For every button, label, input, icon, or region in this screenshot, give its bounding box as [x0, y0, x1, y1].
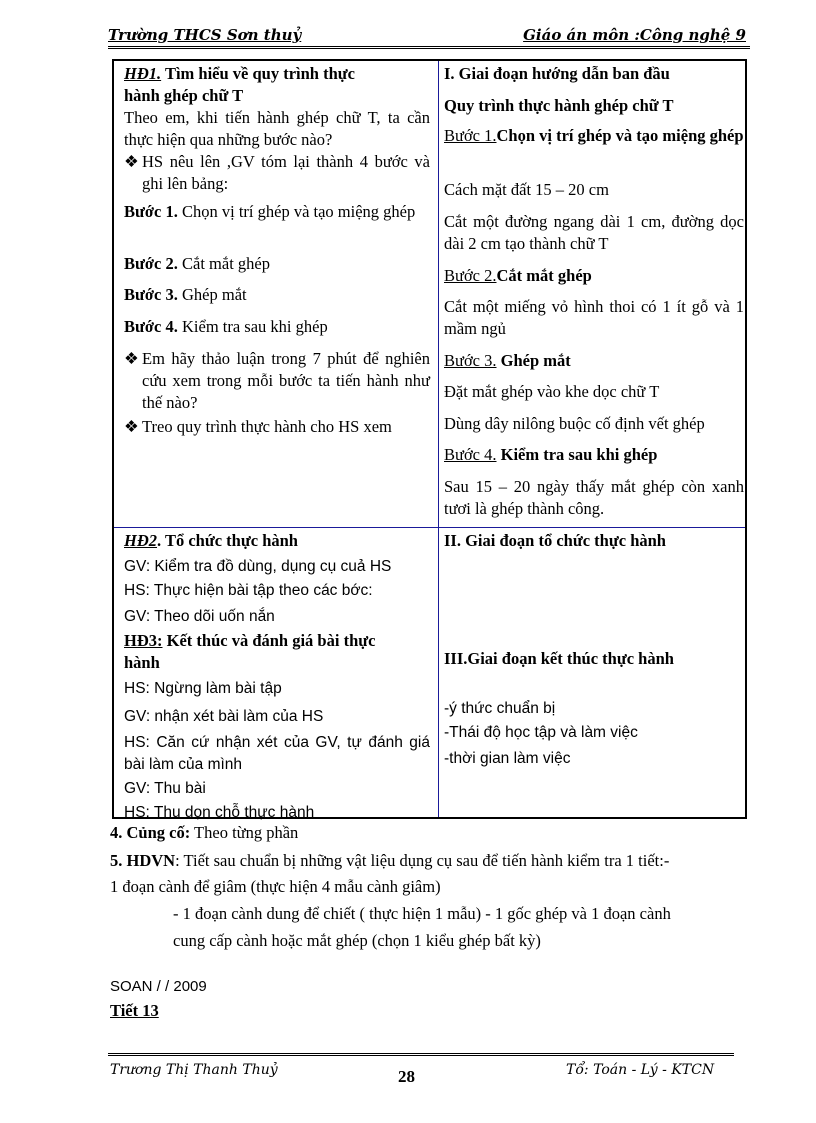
- step4-text: Bước 4. Kiểm tra sau khi ghép: [124, 317, 328, 336]
- step2-text: Bước 2. Cắt mắt ghép: [124, 254, 270, 273]
- hs-line-2: HS: Ngừng làm bài tập: [124, 680, 282, 697]
- section-2-heading: II. Giai đoạn tổ chức thực hành: [444, 531, 666, 550]
- r-step2-text: Cắt một miếng vỏ hình thoi có 1 ít gỗ và 1 mầm ngủ: [444, 297, 744, 338]
- diamond-bullet-icon: ❖: [124, 349, 139, 368]
- hdvn-line-4: cung cấp cành hoặc mắt ghép (chọn 1 kiểu ghép bất kỳ): [173, 931, 541, 950]
- bullet-item-2: ❖ Em hãy thảo luận trong 7 phút để nghiên cứu xem trong mỗi bước ta tiến hành như thế nào?: [124, 349, 430, 412]
- r-step4-heading: Bước 4. Kiểm tra sau khi ghép: [444, 445, 658, 464]
- hd1-heading-line2: hành ghép chữ T: [124, 86, 244, 105]
- lesson-table: [112, 59, 747, 819]
- gv-line-1: GV: Kiểm tra đồ dùng, dụng cụ cuả HS: [124, 558, 392, 575]
- hdvn-line-3: - 1 đoạn cành dung để chiết ( thực hiện 1 mẫu) - 1 gốc ghép và 1 đoạn cành: [173, 904, 671, 923]
- header-subject: Giáo án môn :Công nghệ 9: [523, 26, 746, 44]
- r-item-2: -Thái độ học tập và làm việc: [444, 724, 638, 741]
- r-step3-text-2: Dùng dây nilông buộc cố định vết ghép: [444, 414, 705, 433]
- hs-line-3: HS: Căn cứ nhận xét của GV, tự đánh giá bài làm của mình: [124, 734, 430, 773]
- footer-group: Tổ: Toán - Lý - KTCN: [566, 1062, 715, 1078]
- header-school: Trường THCS Sơn thuỷ: [108, 26, 302, 44]
- header-rule: [108, 46, 750, 49]
- section-1-subheading: Quy trình thực hành ghép chữ T: [444, 96, 674, 115]
- diamond-bullet-icon: ❖: [124, 417, 139, 436]
- hd3-heading: HĐ3: Kết thúc và đánh giá bài thực: [124, 631, 376, 650]
- hs-line-4: HS: Thu dọn chỗ thực hành: [124, 804, 315, 821]
- cungco-line: 4. Củng cố: Theo từng phần: [110, 823, 299, 842]
- r-step1-text-1: Cách mặt đất 15 – 20 cm: [444, 180, 609, 199]
- r-step1-text-2: Cắt một đường ngang dài 1 cm, đường dọc dài 2 cm tạo thành chữ T: [444, 212, 744, 253]
- hdvn-line-1: 5. HDVN: Tiết sau chuẩn bị những vật liệu dụng cụ sau để tiến hành kiểm tra 1 tiết:-: [110, 851, 670, 870]
- step1-text: Bước 1. Chọn vị trí ghép và tạo miệng ghép: [124, 202, 416, 221]
- hd1-heading: HĐ1. Tìm hiểu về quy trình thực: [124, 64, 355, 83]
- footer-author: Trương Thị Thanh Thuỷ: [110, 1062, 278, 1078]
- footer-rule: [108, 1053, 734, 1056]
- lesson-number: Tiết 13: [110, 1001, 159, 1020]
- row-separator-1: [114, 527, 745, 528]
- hs-line-1: HS: Thực hiện bài tập theo các bớc:: [124, 582, 373, 599]
- step3-text: Bước 3. Ghép mắt: [124, 285, 247, 304]
- r-step1-heading: Bước 1.Chọn vị trí ghép và tạo miệng ghép: [444, 126, 744, 145]
- diamond-bullet-icon: ❖: [124, 152, 139, 171]
- hd3-heading-line2: hành: [124, 653, 160, 672]
- hdvn-line-2: 1 đoạn cành để giâm (thực hiện 4 mẫu cành giâm): [110, 877, 441, 896]
- section-1-heading: I. Giai đoạn hướng dẫn ban đầu: [444, 64, 670, 83]
- hd2-heading: HĐ2. Tổ chức thực hành: [124, 531, 298, 550]
- soan-date: SOAN / / 2009: [110, 978, 207, 995]
- bullet-item-1: ❖ HS nêu lên ,GV tóm lại thành 4 bước và ghi lên bảng:: [124, 152, 430, 193]
- r-step2-heading: Bước 2.Cắt mắt ghép: [444, 266, 592, 285]
- r-item-3: -thời gian làm việc: [444, 750, 571, 767]
- gv-line-4: GV: Thu bài: [124, 780, 206, 797]
- question-text: Theo em, khi tiến hành ghép chữ T, ta cần thực hiện qua những bước nào?: [124, 108, 430, 149]
- page-header: [108, 24, 750, 46]
- gv-line-2: GV: Theo dõi uốn nắn: [124, 608, 275, 625]
- section-3-heading: III.Giai đoạn kết thúc thực hành: [444, 649, 674, 668]
- bullet-item-3: ❖ Treo quy trình thực hành cho HS xem: [124, 417, 392, 436]
- r-step4-text: Sau 15 – 20 ngày thấy mắt ghép còn xanh tươi là ghép thành công.: [444, 477, 744, 518]
- r-step3-text-1: Đặt mắt ghép vào khe dọc chữ T: [444, 382, 660, 401]
- gv-line-3: GV: nhận xét bài làm của HS: [124, 708, 324, 725]
- r-item-1: -ý thức chuẩn bị: [444, 700, 556, 717]
- page-number: 28: [398, 1067, 415, 1086]
- column-divider: [438, 61, 439, 817]
- r-step3-heading: Bước 3. Ghép mắt: [444, 351, 571, 370]
